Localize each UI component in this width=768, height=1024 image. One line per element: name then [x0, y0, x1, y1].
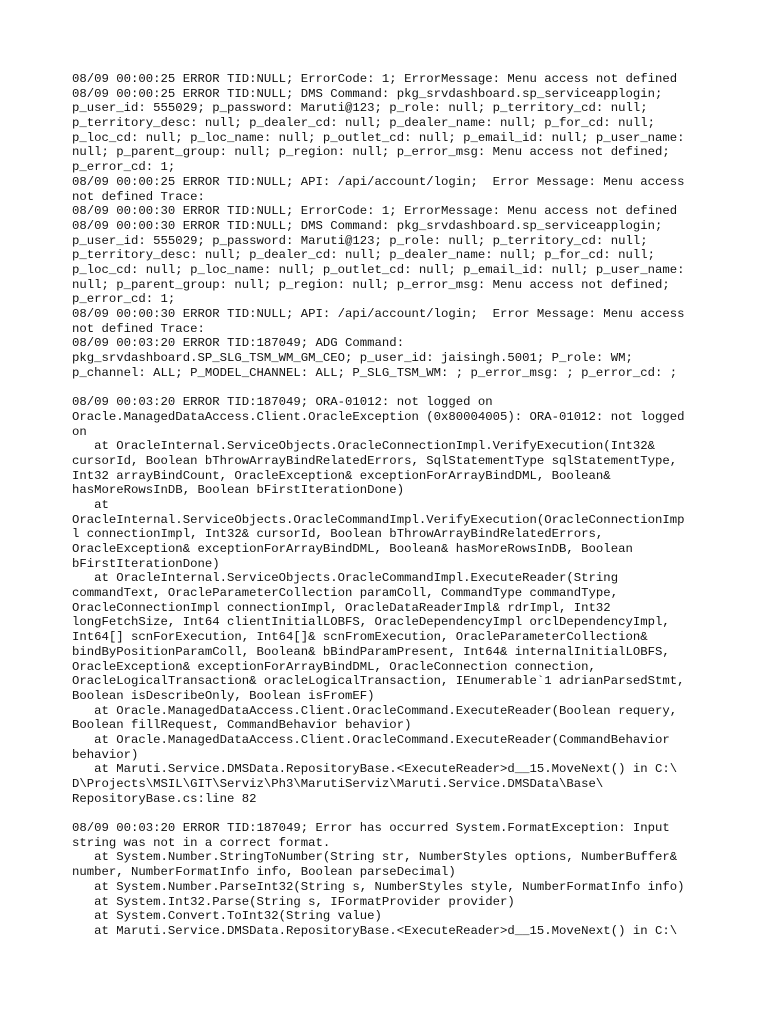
stack-trace-line: RepositoryBase.cs:line 82	[72, 791, 257, 806]
stack-trace-line: Int32 arrayBindCount, OracleException& exceptionForArrayBindDML, Boolean&	[72, 468, 611, 483]
stack-trace-line: bFirstIterationDone)	[72, 556, 220, 571]
log-line: 08/09 00:00:25 ERROR TID:NULL; DMS Command: pkg_srvdashboard.sp_serviceapplogin;	[72, 86, 663, 101]
log-line: p_error_cd: 1;	[72, 160, 176, 175]
log-line: p_error_cd: 1;	[72, 292, 176, 307]
stack-trace-line: Boolean fillRequest, CommandBehavior behavior)	[72, 718, 412, 733]
log-line: 08/09 00:03:20 ERROR TID:187049; ADG Command:	[72, 336, 405, 351]
stack-trace-line: commandText, OracleParameterCollection paramColl, CommandType commandType,	[72, 586, 619, 601]
log-line: not defined Trace:	[72, 189, 205, 204]
log-line: p_user_id: 555029; p_password: Maruti@123; p_role: null; p_territory_cd: null;	[72, 101, 648, 116]
log-line: string was not in a correct format.	[72, 835, 331, 850]
stack-trace-line: longFetchSize, Int64 clientInitialLOBFS, OracleDependencyImpl orclDependencyImpl,	[72, 615, 670, 630]
stack-trace-line: OracleConnectionImpl connectionImpl, OracleDataReaderImpl& rdrImpl, Int32	[72, 600, 611, 615]
log-line: not defined Trace:	[72, 321, 205, 336]
stack-trace-line: bindByPositionParamColl, Boolean& bBindParamPresent, Int64& internalInitialLOBFS,	[72, 644, 670, 659]
log-line: p_territory_desc: null; p_dealer_cd: null; p_dealer_name: null; p_for_cd: null;	[72, 116, 655, 131]
log-line: p_channel: ALL; P_MODEL_CHANNEL: ALL; P_SLG_TSM_WM: ; p_error_msg: ; p_error_cd: ;	[72, 365, 678, 380]
stack-trace-line: D\Projects\MSIL\GIT\Serviz\Ph3\MarutiServiz\Maruti.Service.DMSData\Base\	[72, 777, 604, 791]
stack-trace-line: at System.Number.ParseInt32(String s, NumberStyles style, NumberFormatInfo info)	[72, 879, 685, 894]
stack-trace-line: OracleException& exceptionForArrayBindDML, OracleConnection connection,	[72, 659, 596, 674]
log-line: p_loc_cd: null; p_loc_name: null; p_outlet_cd: null; p_email_id: null; p_user_name:	[72, 262, 685, 277]
stack-trace-line: hasMoreRowsInDB, Boolean bFirstIterationDone)	[72, 483, 405, 498]
log-line: pkg_srvdashboard.SP_SLG_TSM_WM_GM_CEO; p_user_id: jaisingh.5001; P_role: WM;	[72, 351, 633, 366]
stack-trace-line: OracleInternal.ServiceObjects.OracleCommandImpl.VerifyExecution(OracleConnectionImp	[72, 512, 685, 527]
log-line: 08/09 00:00:30 ERROR TID:NULL; DMS Command: pkg_srvdashboard.sp_serviceapplogin;	[72, 218, 663, 233]
stack-trace-line: at Oracle.ManagedDataAccess.Client.OracleCommand.ExecuteReader(Boolean requery,	[72, 703, 678, 718]
stack-trace-line: at System.Int32.Parse(String s, IFormatProvider provider)	[72, 894, 515, 909]
log-document	[72, 72, 708, 939]
stack-trace-line: at Maruti.Service.DMSData.RepositoryBase.<ExecuteReader>d__15.MoveNext() in C:\	[72, 762, 678, 777]
stack-trace-line: at System.Number.StringToNumber(String str, NumberStyles options, NumberBuffer&	[72, 850, 678, 865]
stack-trace-line: at Maruti.Service.DMSData.RepositoryBase.<ExecuteReader>d__15.MoveNext() in C:\	[72, 923, 678, 938]
log-line: 08/09 00:00:30 ERROR TID:NULL; ErrorCode: 1; ErrorMessage: Menu access not defined	[72, 204, 678, 219]
log-line: 08/09 00:00:25 ERROR TID:NULL; ErrorCode: 1; ErrorMessage: Menu access not defined	[72, 72, 678, 86]
log-line: Oracle.ManagedDataAccess.Client.OracleException (0x80004005): ORA-01012: not logged	[72, 409, 685, 424]
log-line: 08/09 00:03:20 ERROR TID:187049; ORA-01012: not logged on	[72, 395, 493, 410]
stack-trace-line: l connectionImpl, Int32& cursorId, Boolean bThrowArrayBindRelatedErrors,	[72, 527, 604, 542]
stack-trace-line: Int64[] scnForExecution, Int64[]& scnFromExecution, OracleParameterCollection&	[72, 630, 648, 645]
stack-trace-line: Boolean isDescribeOnly, Boolean isFromEF)	[72, 688, 375, 703]
stack-trace-line: OracleException& exceptionForArrayBindDML, Boolean& hasMoreRowsInDB, Boolean	[72, 542, 633, 556]
blank-line	[72, 806, 708, 821]
stack-trace-line: OracleLogicalTransaction& oracleLogicalTransaction, IEnumerable`1 adrianParsedStmt,	[72, 674, 685, 689]
log-line: null; p_parent_group: null; p_region: null; p_error_msg: Menu access not defined;	[72, 145, 670, 160]
log-line: null; p_parent_group: null; p_region: null; p_error_msg: Menu access not defined;	[72, 277, 670, 292]
log-line: p_loc_cd: null; p_loc_name: null; p_outlet_cd: null; p_email_id: null; p_user_name:	[72, 130, 685, 145]
log-line: 08/09 00:00:25 ERROR TID:NULL; API: /api/account/login; Error Message: Menu access	[72, 174, 685, 189]
stack-trace-line: cursorId, Boolean bThrowArrayBindRelatedErrors, SqlStatementType sqlStatementType,	[72, 453, 678, 468]
stack-trace-line: at Oracle.ManagedDataAccess.Client.OracleCommand.ExecuteReader(CommandBehavior	[72, 732, 670, 747]
stack-trace-line: at	[72, 497, 109, 512]
stack-trace-line: at System.Convert.ToInt32(String value)	[72, 909, 382, 924]
log-line: 08/09 00:03:20 ERROR TID:187049; Error has occurred System.FormatException: Input	[72, 821, 670, 836]
stack-trace-line: at OracleInternal.ServiceObjects.OracleConnectionImpl.VerifyExecution(Int32&	[72, 439, 655, 454]
log-line: p_user_id: 555029; p_password: Maruti@123; p_role: null; p_territory_cd: null;	[72, 233, 648, 248]
log-line: on	[72, 424, 87, 439]
log-line: p_territory_desc: null; p_dealer_cd: null; p_dealer_name: null; p_for_cd: null;	[72, 248, 655, 263]
stack-trace-line: at OracleInternal.ServiceObjects.OracleCommandImpl.ExecuteReader(String	[72, 571, 619, 586]
log-line: 08/09 00:00:30 ERROR TID:NULL; API: /api/account/login; Error Message: Menu access	[72, 307, 685, 321]
stack-trace-line: number, NumberFormatInfo info, Boolean parseDecimal)	[72, 865, 456, 880]
stack-trace-line: behavior)	[72, 747, 139, 762]
blank-line	[72, 380, 708, 395]
